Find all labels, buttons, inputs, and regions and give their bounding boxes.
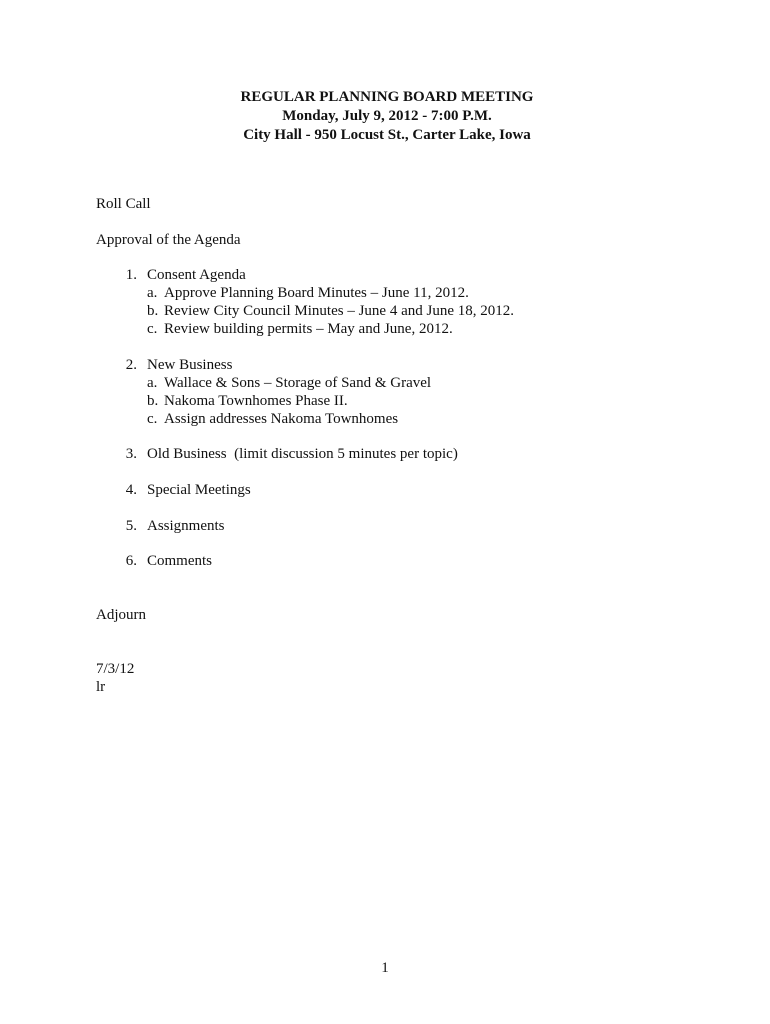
agenda-item-1 [113,266,246,284]
adjourn: Adjourn [96,607,146,623]
page-number: 1 [381,960,389,976]
subitem-letter: c. [147,321,158,337]
agenda-item-3 [113,445,458,463]
subitem-text: Wallace & Sons – Storage of Sand & Gravel [164,375,432,391]
subitem-letter: a. [147,285,158,301]
agenda-item-title: Assignments [147,518,225,534]
author-initials: lr [96,679,106,695]
meeting-date-time: Monday, July 9, 2012 - 7:00 P.M. [282,108,492,124]
subitem-text: Nakoma Townhomes Phase II. [164,393,348,409]
agenda-subitem [147,410,398,428]
subitem-letter: b. [147,303,159,319]
agenda-item-title: New Business [147,357,233,373]
agenda-item-4 [113,481,251,499]
meeting-location: City Hall - 950 Locust St., Carter Lake, Iowa [243,127,531,143]
agenda-subitem [147,374,431,392]
agenda-item-title: Consent Agenda [147,267,246,283]
agenda-item-6 [113,552,212,570]
agenda-subitem [147,284,469,302]
approval-of-agenda: Approval of the Agenda [96,232,241,248]
meeting-header [0,88,770,145]
agenda-subitem [147,392,348,410]
agenda-subitem [147,320,453,338]
agenda-item-number: 6. [125,553,137,569]
subitem-text: Approve Planning Board Minutes – June 11, 2012. [164,285,469,301]
agenda-item-2 [113,356,232,374]
subitem-letter: b. [147,393,159,409]
roll-call: Roll Call [96,196,151,212]
meeting-title: REGULAR PLANNING BOARD MEETING [240,89,534,105]
agenda-item-title: Old Business (limit discussion 5 minutes per topic) [147,446,458,462]
subitem-letter: a. [147,375,158,391]
agenda-item-title: Special Meetings [147,482,251,498]
agenda-item-5 [113,517,225,535]
agenda-item-number: 2. [125,357,137,373]
document-date: 7/3/12 [96,661,135,677]
agenda-item-number: 5. [125,518,137,534]
subitem-text: Assign addresses Nakoma Townhomes [164,411,399,427]
agenda-subitem [147,302,514,320]
subitem-text: Review City Council Minutes – June 4 and June 18, 2012. [164,303,514,319]
agenda-item-title: Comments [147,553,213,569]
agenda-item-number: 4. [125,482,137,498]
subitem-letter: c. [147,411,158,427]
subitem-text: Review building permits – May and June, 2012. [164,321,453,337]
agenda-item-number: 3. [125,446,137,462]
agenda-item-number: 1. [125,267,137,283]
